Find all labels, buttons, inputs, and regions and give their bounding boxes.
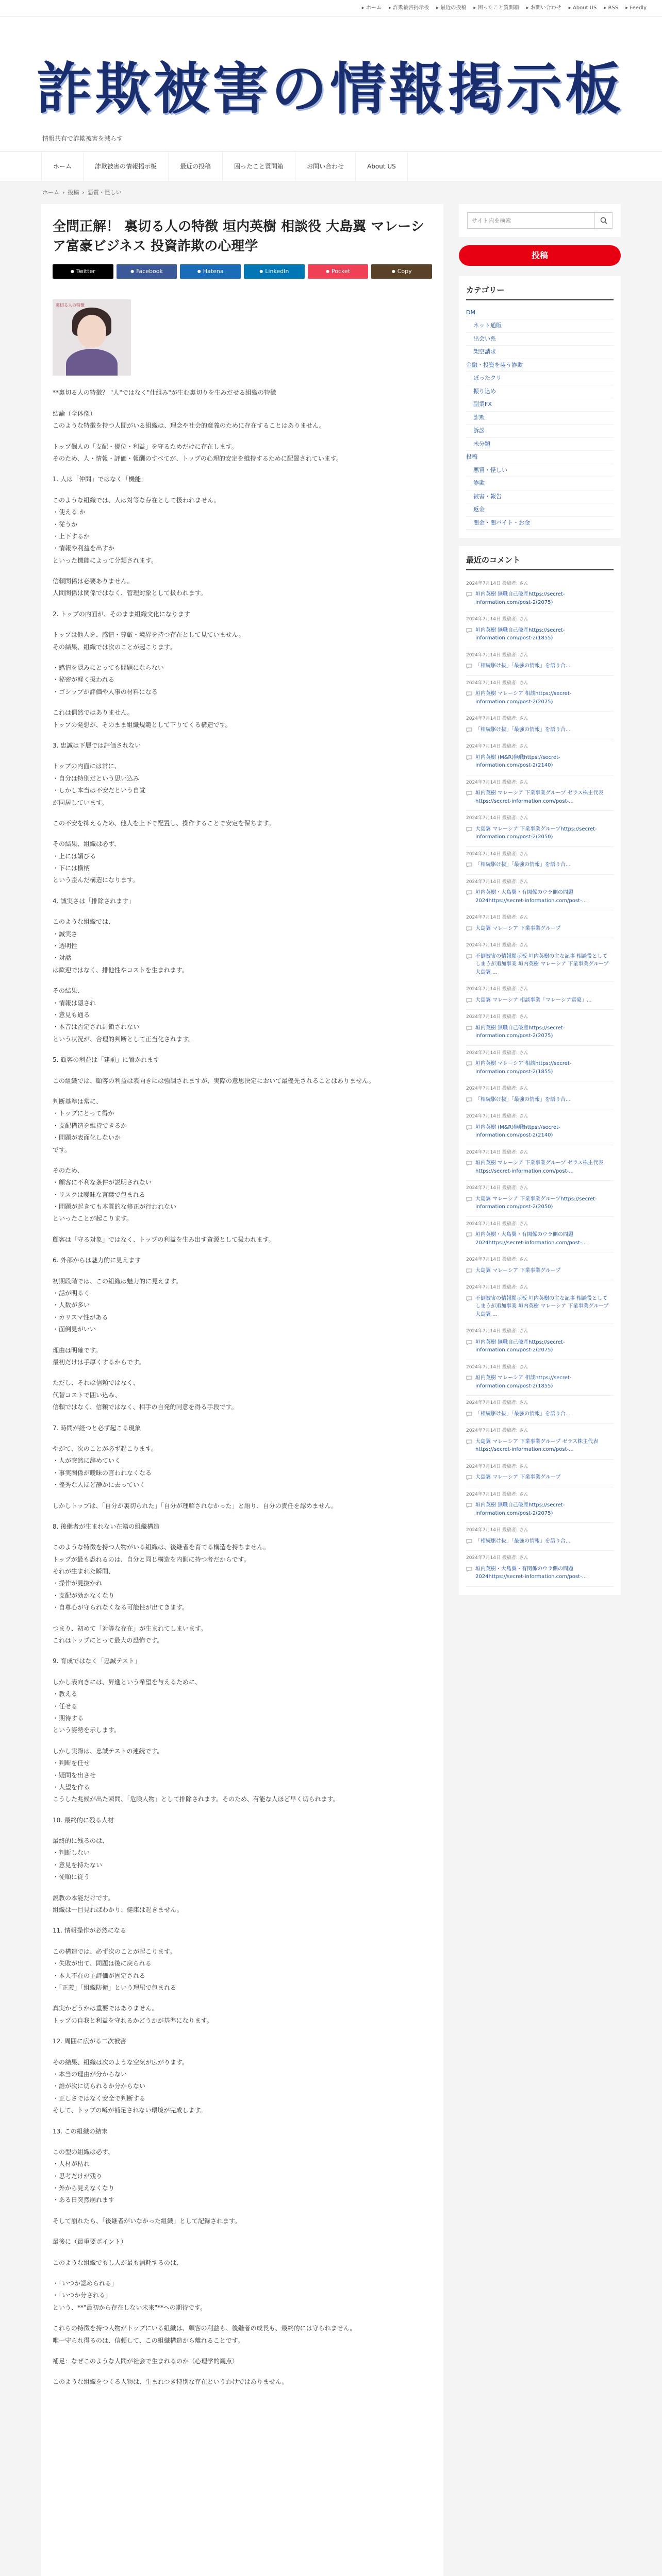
article-paragraph: やがて、次のことが必ず起こります。 ・人が突然に辞めていく ・事実関係が曖昧の言われなくなる ・優秀な人ほど静かに去っていく [53, 1445, 157, 1489]
share-label: Twitter [76, 268, 95, 275]
comment-meta: 2024年7月14日 投稿者: さん [466, 1364, 528, 1370]
article-paragraph: トップ個人の「支配・優位・利益」を守るためだけに存在します。 そのため、人・情報・評価・報酬のすべてが、トップの心理的安定を維持するために配置されています。 [53, 443, 342, 462]
comment-link[interactable]: 「相続駆け抜」「最強の情報」を語り合... [475, 663, 571, 669]
share-label: Pocket [331, 268, 351, 275]
article-paragraph: 最終的に残るのは、 ・判断しない ・意見を持たない ・従順に従う [53, 1837, 109, 1881]
comment-link[interactable]: 不倒被害の情報掲示板 垣内英樹の主な記事 相談役として しまうが追加事業 垣内英樹 マレーシア 下業事業グループ 大島翼 ... [475, 953, 609, 975]
article-paragraph: しかし実際は、忠誠テストの連続です。 ・判断を任せ ・疑問を出させ ・人望を作る こうした兆候が出た瞬間、「危険人物」として排除されます。そのため、有能な人ほど早く切られます。 [53, 1747, 339, 1803]
comment-meta: 2024年7月14日 投稿者: さん [466, 1528, 528, 1533]
comment-body [466, 1060, 614, 1076]
breadcrumb-item-2[interactable]: 悪質・怪しい [87, 189, 122, 196]
comment-body [466, 825, 614, 841]
comment-link[interactable]: 大島翼 マレーシア 下業事業グループ [475, 925, 561, 931]
comment-link[interactable]: 大島翼 マレーシア 下業事業グループ [475, 1267, 561, 1274]
comment-body [466, 1195, 614, 1211]
top-utility-bar [0, 0, 662, 16]
comment-body [466, 1024, 614, 1040]
article-paragraph: 6. 外部からは魅力的に見えます [53, 1257, 141, 1264]
topbar-link-5[interactable]: ▸ About US [568, 5, 597, 11]
article-paragraph: 12. 周囲に広がる二次被害 [53, 2038, 126, 2045]
category-link-1[interactable]: ネット通販 [466, 319, 614, 333]
comment-icon [466, 954, 472, 960]
comment-icon [466, 862, 472, 868]
article-paragraph: このような組織では、人は対等な存在として扱われません。 ・使える か ・従うか ・上下するか ・情報や利益を出すか といった機能によって分類されます。 [53, 496, 220, 564]
topbar-link-6[interactable]: ▸ RSS [604, 5, 619, 11]
comment-icon [466, 628, 472, 634]
comment-item [466, 1423, 614, 1460]
comment-item [466, 711, 614, 739]
article-paragraph: この不安を抑えるため、他人を上下で配置し、操作することで安定を保ちます。 [53, 819, 275, 827]
share-label: Facebook [136, 268, 163, 275]
comment-item [466, 1145, 614, 1181]
comment-item [466, 1181, 614, 1217]
x-icon: ● [70, 269, 74, 274]
post-thumbnail [53, 299, 131, 376]
comment-meta: 2024年7月14日 投稿者: さん [466, 581, 528, 586]
sidebar [459, 204, 621, 2576]
article-paragraph: 補足：なぜこのような人間が社会で生まれるのか（心理学的観点） [53, 2357, 239, 2365]
article-paragraph: このような特徴を持つ人物がいる組織は、後継者を育てる構造を持ちません。 トップが最も恐れるのは、自分と同じ構造を内側に持つ者だからです。 それが生まれた瞬間、 ・操作が見抜かれ ・支配が効かなくなり ・自尊心が守られなくなる可能性が出てきます。 [53, 1544, 270, 1612]
comment-icon [466, 1375, 472, 1381]
category-link-8[interactable]: 詐欺 [466, 412, 614, 425]
recent-comments-title: 最近のコメント [466, 554, 614, 570]
comment-link[interactable]: 垣内英樹・大島翼・有関係のウラ側の問題2024https://secret-information.com/post-... [475, 1232, 587, 1246]
comment-icon [466, 1160, 472, 1166]
topbar-link-3[interactable]: ▸ 困ったこと質問箱 [473, 5, 519, 11]
comment-link[interactable]: 垣内英樹 マレーシア 相談https://secret-information.com/post-2(1855) [475, 1061, 572, 1075]
comment-icon [466, 1566, 472, 1572]
comment-meta: 2024年7月14日 投稿者: さん [466, 1114, 528, 1119]
main-content [41, 204, 443, 2576]
article-paragraph: 最後に（最重要ポイント） [53, 2238, 127, 2246]
comment-meta: 2024年7月14日 投稿者: さん [466, 617, 528, 622]
comment-icon [466, 926, 472, 932]
comment-body [466, 889, 614, 905]
comment-item [466, 1217, 614, 1253]
comment-link[interactable]: 大島翼 マレーシア 下業事業グループ [475, 1475, 561, 1480]
comment-body [466, 1096, 614, 1104]
comment-link[interactable]: 大島翼 マレーシア 下業事業グループ ゼラス株主代表https://secret-information.com/post-... [475, 1438, 599, 1452]
article-paragraph: 8. 後継者が生まれない在籍の組織構造 [53, 1522, 160, 1530]
comment-item [466, 676, 614, 712]
category-link-3[interactable]: 架空請求 [466, 346, 614, 359]
article-paragraph: このような組織では、 ・誠実さ ・透明性 ・対話 は歓迎ではなく、排他性やコストを生まれます。 [53, 918, 188, 974]
comment-body [466, 662, 614, 670]
comment-meta: 2024年7月14日 投稿者: さん [466, 1555, 528, 1561]
comment-meta: 2024年7月14日 投稿者: さん [466, 879, 528, 885]
category-link-6[interactable]: 振り込め [466, 385, 614, 399]
comment-meta: 2024年7月14日 投稿者: さん [466, 1492, 528, 1497]
comment-item [466, 1460, 614, 1487]
comment-item [466, 1396, 614, 1423]
comment-meta: 2024年7月14日 投稿者: さん [466, 1014, 528, 1020]
pocket-icon: ● [325, 269, 329, 274]
comment-icon [466, 997, 472, 1004]
linkedin-icon: ● [259, 269, 263, 274]
comment-meta: 2024年7月14日 投稿者: さん [466, 1285, 528, 1290]
comment-link[interactable]: 「相続駆け抜」「最強の情報」を語り合... [475, 1411, 571, 1417]
comment-item [466, 1081, 614, 1109]
comment-body [466, 861, 614, 869]
comment-link[interactable]: 「相続駆け抜」「最強の情報」を語り合... [475, 1096, 571, 1103]
article-paragraph: これらの特徴を持つ人物がトップにいる組織は、顧客の利益も、後継者の成長も、最終的には守られません。 唯一守られ得るのは、信頼して、この組織構造から離れることです。 [53, 2325, 356, 2344]
comment-link[interactable]: 垣内英樹 (M&R)無職https://secret-information.com/post-2(2140) [475, 1124, 560, 1138]
article-paragraph: 13. この組織の結末 [53, 2127, 108, 2135]
comment-item [466, 648, 614, 676]
comment-link[interactable]: 垣内英樹 無職自己破産https://secret-information.com/post-2(2075) [475, 1339, 565, 1353]
category-link-7[interactable]: 副業FX [466, 398, 614, 412]
comment-body [466, 1537, 614, 1546]
comment-body [466, 1124, 614, 1140]
share-button-twitter[interactable] [53, 264, 113, 279]
article-paragraph: 11. 情報操作が必然になる [53, 1927, 126, 1935]
comment-item [466, 1010, 614, 1046]
comment-link[interactable]: 垣内英樹 無職自己破産https://secret-information.com/post-2(2075) [475, 1502, 565, 1516]
comment-body [466, 1501, 614, 1517]
article-paragraph: 3. 忠誠は下層では評価されない [53, 741, 141, 749]
category-link-0[interactable]: DM [466, 307, 614, 320]
share-button-pocket[interactable] [308, 264, 369, 279]
comment-item [466, 811, 614, 847]
topbar-link-7[interactable]: ▸ Feedly [625, 5, 647, 11]
article-paragraph: この型の組織は必ず、 ・人材が枯れ ・思考だけが残り ・外から見えなくなり ・ある日突然崩れます [53, 2148, 115, 2204]
comment-link[interactable]: 垣内英樹 マレーシア 相談https://secret-information.com/post-2(1855) [475, 1375, 572, 1389]
article-paragraph: 5. 顧客の利益は「建前」に置かれます [53, 1056, 160, 1064]
comment-icon [466, 1061, 472, 1067]
comment-body [466, 754, 614, 770]
comment-item [466, 1252, 614, 1280]
share-button-hatena[interactable] [180, 264, 241, 279]
article-paragraph: 9. 育成ではなく「忠誠テスト」 [53, 1657, 141, 1665]
comment-item [466, 577, 614, 613]
topbar-link-2[interactable]: ▸ 最近の投稿 [436, 5, 467, 11]
comment-meta: 2024年7月14日 投稿者: さん [466, 716, 528, 721]
nav-item-1[interactable]: 詐欺被害の情報掲示板 [84, 152, 169, 181]
topbar-link-4[interactable]: ▸ お問い合わせ [526, 5, 561, 11]
comment-item [466, 612, 614, 648]
comment-link[interactable]: 大島翼 マレーシア 下業事業グループhttps://secret-information.com/post-2(2050) [475, 826, 597, 840]
comment-meta: 2024年7月14日 投稿者: さん [466, 816, 528, 821]
article-paragraph: 1. 人は「仲間」ではなく「機能」 [53, 476, 147, 483]
topbar-link-1[interactable]: ▸ 詐欺被害掲示板 [388, 5, 429, 11]
comment-body [466, 1374, 614, 1390]
comment-link[interactable]: 「相続駆け抜」「最強の情報」を語り合... [475, 862, 571, 868]
comment-item [466, 775, 614, 811]
comment-icon [466, 1475, 472, 1481]
comment-meta: 2024年7月14日 投稿者: さん [466, 1464, 528, 1469]
recent-comments-widget [459, 546, 621, 1595]
category-link-11[interactable]: 投稿 [466, 451, 614, 464]
comment-meta: 2024年7月14日 投稿者: さん [466, 1221, 528, 1227]
comment-link[interactable]: 「相続駆け抜」「最強の情報」を語り合... [475, 726, 571, 733]
comment-body [466, 1410, 614, 1418]
hatena-icon: ● [197, 269, 201, 274]
article-paragraph: ・「いつか認められる」 ・「いつか分される」 という、**"最初から存在しない未来"**への期待です。 [53, 2280, 207, 2311]
article-paragraph: 10. 最終的に残る人材 [53, 1816, 114, 1824]
comment-icon [466, 1125, 472, 1131]
article-paragraph: 真実かどうかは重要ではありません。 トップの自我と利益を守れるかどうかが基準になります。 [53, 2005, 213, 2024]
comment-meta: 2024年7月14日 投稿者: さん [466, 1428, 528, 1433]
comment-body [466, 1267, 614, 1275]
article-paragraph: 結論（全体像） このような特徴を持つ人間がいる組織は、理念や社会的意義のために存在することはありません。 [53, 410, 325, 430]
comment-icon [466, 691, 472, 697]
comment-meta: 2024年7月14日 投稿者: さん [466, 1149, 528, 1155]
comment-meta: 2024年7月14日 投稿者: さん [466, 943, 528, 948]
comment-icon [466, 1439, 472, 1445]
comment-link[interactable]: 垣内英樹・大島翼・有関係のウラ側の問題2024https://secret-information.com/post-... [475, 1566, 587, 1580]
comment-meta: 2024年7月14日 投稿者: さん [466, 1400, 528, 1405]
article-paragraph: つまり、初めて「対等な存在」が生まれてしまいます。 これはトップにとって最大の恐怖です。 [53, 1624, 207, 1645]
comment-link[interactable]: 垣内英樹 マレーシア 相談https://secret-information.com/post-2(2075) [475, 691, 572, 705]
share-label: LinkedIn [265, 268, 289, 275]
comment-body [466, 1338, 614, 1354]
article-paragraph: 顧客は「守る対象」ではなく、トップの利益を生み出す資源として扱われます。 [53, 1235, 275, 1243]
comment-meta: 2024年7月14日 投稿者: さん [466, 851, 528, 857]
comment-icon [466, 1097, 472, 1103]
category-link-4[interactable]: 金融・投資を装う詐欺 [466, 359, 614, 372]
article-paragraph: その結果、組織は次のような空気が広がります。 ・本当の理由が分からない ・誰が次に切られるか分からない ・正しさではなく安全で判断する そして、トップの噂が補足されない環境が完成します。 [53, 2058, 207, 2114]
category-link-9[interactable]: 訴訟 [466, 425, 614, 438]
article-paragraph: この構造では、必ず次のことが起こります。 ・失敗が出て、問題は後に戻られる ・本人不在の主評価が固定される ・「正義」「組織防衛」という理屈で包まれる [53, 1947, 177, 1991]
article-paragraph: トップは他人を、感情・尊厳・境界を持つ存在として見ていません。 その結果、組織では次のことが起こります。 [53, 631, 245, 651]
article-paragraph: 7. 時間が経つと必ず起こる現象 [53, 1424, 141, 1432]
article-paragraph: ・感情を隠みにとっても問題にならない ・秘密が軽く扱われる ・ゴシップが評価や人事の材料になる [53, 664, 164, 696]
comment-icon [466, 1538, 472, 1545]
article-paragraph: トップの内面には常に、 ・自分は特別だという思い込み ・しかし本当は不安だという自覚 が同居しています。 [53, 762, 146, 806]
comment-icon [466, 663, 472, 669]
article-paragraph: このような組織でもし人が最も消耗するのは、 [53, 2259, 183, 2266]
comment-item [466, 875, 614, 911]
article-paragraph: **裏切る人の特徴？ "人"ではなく"仕組み"が生む裏切りを生みだせる組織の特徴 [53, 389, 276, 397]
comment-link[interactable]: 垣内英樹 無職自己破産https://secret-information.com/post-2(2075) [475, 591, 565, 605]
comment-item [466, 739, 614, 775]
comment-body [466, 590, 614, 606]
comment-link[interactable]: 垣内英樹 マレーシア 下業事業グループ ゼラス株主代表https://secret-information.com/post-... [475, 790, 604, 804]
search-input[interactable] [468, 213, 594, 228]
comment-item [466, 1523, 614, 1551]
comment-icon [466, 1232, 472, 1238]
comment-icon [466, 727, 472, 733]
comment-item [466, 1551, 614, 1587]
breadcrumb-item-1[interactable]: 投稿 [68, 189, 79, 196]
nav-item-3[interactable]: 困ったこと質問箱 [223, 152, 295, 181]
breadcrumb-item-0[interactable]: ホーム [42, 189, 59, 196]
comment-item [466, 1046, 614, 1082]
comment-link[interactable]: 垣内英樹 マレーシア 下業事業グループ ゼラス株主代表https://secret-information.com/post-... [475, 1160, 604, 1174]
main-nav [0, 151, 662, 181]
article-paragraph: その結果、組織は必ず、 ・上には媚びる ・下には横柄 という歪んだ構造になります。 [53, 840, 139, 884]
comment-icon [466, 591, 472, 598]
share-button-linkedin[interactable] [244, 264, 305, 279]
categories-title: カテゴリー [466, 284, 614, 300]
comment-body [466, 925, 614, 933]
comment-meta: 2024年7月14日 投稿者: さん [466, 1257, 528, 1262]
comment-link[interactable]: 大島翼 マレーシア 下業事業グループhttps://secret-information.com/post-2(2050) [475, 1196, 597, 1210]
article-paragraph: これは偶然ではありません。 トップの発想が、そのまま組織規範として下りてくる構造です。 [53, 709, 231, 728]
comment-meta: 2024年7月14日 投稿者: さん [466, 987, 528, 992]
comment-meta: 2024年7月14日 投稿者: さん [466, 1050, 528, 1056]
comment-link[interactable]: 不倒被害の情報掲示板 垣内英樹の主な記事 相談役として しまうが追加事業 垣内英樹 マレーシア 下業事業グループ 大島翼 ... [475, 1295, 609, 1317]
comment-body [466, 626, 614, 642]
breadcrumb [0, 181, 662, 204]
comment-meta: 2024年7月14日 投稿者: さん [466, 744, 528, 749]
comment-meta: 2024年7月14日 投稿者: さん [466, 915, 528, 920]
comment-icon [466, 1268, 472, 1274]
comment-body [466, 1159, 614, 1175]
comment-body [466, 690, 614, 706]
comment-body [466, 996, 614, 1005]
category-link-13[interactable]: 詐欺 [466, 477, 614, 490]
site-header [0, 16, 662, 151]
share-label: Hatena [203, 268, 224, 275]
category-link-16[interactable]: 闇金・闇バイト・お金 [466, 517, 614, 530]
comment-link[interactable]: 垣内英樹 (M&R)無職https://secret-information.com/post-2(2140) [475, 754, 560, 768]
share-button-facebook[interactable] [117, 264, 177, 279]
site-tagline: 情報共有で詐欺被害を減らす [42, 135, 123, 142]
comment-icon [466, 1196, 472, 1202]
comment-meta: 2024年7月14日 投稿者: さん [466, 1185, 528, 1191]
post-title: 全問正解！ 裏切る人の特徴 垣内英樹 相談役 大島翼 マレーシア富豪ビジネス 投資詐欺の心理学 [53, 219, 424, 254]
categories-widget [459, 276, 621, 538]
article-paragraph: しかし表向きには、昇進という希望を与えるために、 ・教える ・任せる ・期待する という姿勢を示します。 [53, 1678, 202, 1734]
comment-icon [466, 890, 472, 896]
article-paragraph: このような組織をつくる人物は、生まれつき特別な存在というわけではありません。 [53, 2378, 288, 2386]
comment-item [466, 1360, 614, 1396]
comment-body [466, 1438, 614, 1454]
comment-link[interactable]: 垣内英樹・大島翼・有関係のウラ側の問題2024https://secret-information.com/post-... [475, 890, 587, 904]
search-icon[interactable] [594, 213, 612, 228]
comment-link[interactable]: 垣内英樹 無職自己破産https://secret-information.com/post-2(1855) [475, 627, 565, 641]
share-button-copy[interactable] [371, 264, 432, 279]
comment-body [466, 1565, 614, 1581]
comment-link[interactable]: 「相続駆け抜」「最強の情報」を語り合... [475, 1538, 571, 1544]
comment-icon [466, 1411, 472, 1417]
comment-item [466, 938, 614, 982]
article-paragraph: 理由は明確です。 最初だけは手厚くするからです。 [53, 1346, 145, 1366]
nav-item-5[interactable]: About US [356, 152, 408, 181]
comment-link[interactable]: 垣内英樹 無職自己破産https://secret-information.com/post-2(2075) [475, 1025, 565, 1039]
comment-body [466, 1473, 614, 1482]
comment-body [466, 1231, 614, 1247]
article-paragraph: その結果、 ・情報は隠され ・意見も通る ・本音は否定され封鎖されない という状況が、合理的判断として正当化されます。 [53, 987, 195, 1043]
comment-icon [466, 1502, 472, 1509]
site-logo[interactable]: 詐欺被害の情報掲示板 [36, 57, 624, 122]
article-paragraph: ただし、それは信頼ではなく、 代替コストで囲い込み、 信頼ではなく、信頼ではなく、相手の自発的同意を得る手段です。 [53, 1379, 238, 1411]
article-paragraph: しかしトップは、「自分が裏切られた」「自分が理解されなかった」と語り、自分の責任を認めません。 [53, 1502, 338, 1510]
article-paragraph: 4. 誠実さは「排除されます」 [53, 897, 135, 905]
copy-icon: ● [391, 269, 395, 274]
comment-body [466, 726, 614, 734]
comment-item [466, 910, 614, 938]
share-buttons [53, 264, 432, 279]
comment-link[interactable]: 大島翼 マレーシア 相談事業「マレーシア富豪」... [475, 997, 592, 1003]
share-label: Copy [397, 268, 412, 275]
article-paragraph: 判断基準は常に、 ・トップにとって得か ・支配構造を維持できるか ・問題が表面化しないか です。 [53, 1097, 127, 1154]
comment-item [466, 1324, 614, 1360]
category-link-14[interactable]: 被害・報告 [466, 490, 614, 504]
comment-meta: 2024年7月14日 投稿者: さん [466, 652, 528, 658]
nav-item-2[interactable]: 最近の投稿 [169, 152, 223, 181]
comment-meta: 2024年7月14日 投稿者: さん [466, 680, 528, 686]
nav-item-0[interactable]: ホーム [41, 152, 84, 181]
article-paragraph: 2. トップの内面が、そのまま組織文化になります [53, 610, 190, 618]
category-link-15[interactable]: 返金 [466, 503, 614, 517]
comment-meta: 2024年7月14日 投稿者: さん [466, 779, 528, 785]
category-link-10[interactable]: 未分類 [466, 438, 614, 451]
comment-body [466, 789, 614, 805]
category-link-5[interactable]: ぼったクリ [466, 372, 614, 385]
comment-body [466, 1295, 614, 1319]
article-paragraph: 説教の本能だけです。 組織は一目見ればわかり、健康は起きません。 [53, 1894, 183, 1914]
breadcrumb-separator: › [62, 189, 65, 196]
comment-icon [466, 790, 472, 796]
breadcrumb-separator: › [82, 189, 85, 196]
thumbnail-caption: 裏切る人の特徴 [56, 303, 85, 308]
search-widget [459, 204, 621, 237]
comment-meta: 2024年7月14日 投稿者: さん [466, 1086, 528, 1091]
comment-item [466, 1109, 614, 1145]
article-paragraph: そして崩れたら、「後継者がいなかった組織」として記録されます。 [53, 2217, 241, 2225]
category-link-2[interactable]: 出会い系 [466, 333, 614, 346]
comment-icon [466, 755, 472, 761]
comment-item [466, 982, 614, 1010]
article-paragraph: そのため、 ・顧客に不利な条件が説明されない ・リスクは曖昧な言葉で包まれる ・問題が起きても本質的な修正が行われない といったことが起こります。 [53, 1166, 177, 1223]
comment-icon [466, 1025, 472, 1031]
comment-icon [466, 826, 472, 833]
article-paragraph: 信頼関係は必要ありません。 人間関係は関係ではなく、管理対象として扱われます。 [53, 578, 207, 597]
category-link-12[interactable]: 悪質・怪しい [466, 464, 614, 478]
comment-item [466, 847, 614, 875]
post-button[interactable]: 投稿 [459, 245, 621, 266]
comment-icon [466, 1296, 472, 1302]
facebook-icon: ● [130, 269, 135, 274]
topbar-link-0[interactable]: ▸ ホーム [361, 5, 382, 11]
comment-item [466, 1280, 614, 1324]
article-paragraph: この組織では、顧客の利益は表向きには強調されますが、実際の意思決定において最優先されることはありません。 [53, 1077, 375, 1084]
nav-item-4[interactable]: お問い合わせ [295, 152, 356, 181]
article-body [53, 387, 432, 2388]
comment-item [466, 1487, 614, 1523]
comment-meta: 2024年7月14日 投稿者: さん [466, 1329, 528, 1334]
article-paragraph: 初期段階では、この組織は魅力的に見えます。 ・話が明るく ・人数が多い ・カリスマ性がある ・面倒見がいい [53, 1277, 183, 1333]
comment-icon [466, 1340, 472, 1346]
comment-body [466, 953, 614, 977]
